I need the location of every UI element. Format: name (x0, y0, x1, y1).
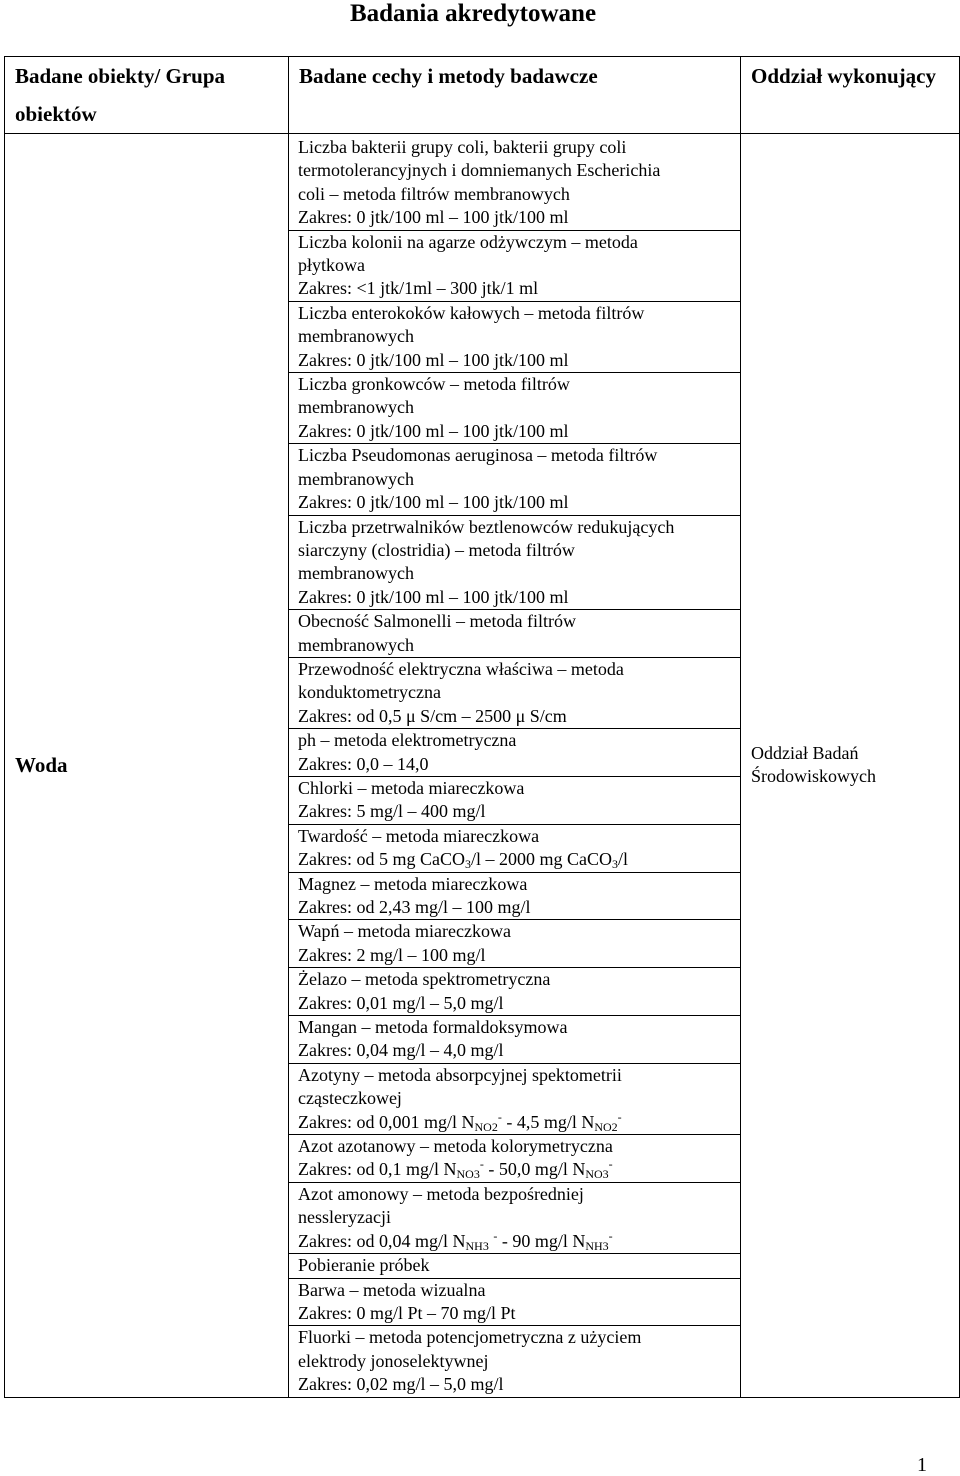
method-line: Zakres: 5 mg/l – 400 mg/l (298, 801, 486, 822)
method-line: Zakres: 0,04 mg/l – 4,0 mg/l (298, 1040, 504, 1061)
method-line: membranowych (298, 468, 414, 489)
accredited-tests-table (4, 56, 960, 1398)
method-line: Przewodność elektryczna właściwa – metoda (298, 658, 624, 679)
method-row (289, 729, 740, 777)
method-line: Liczba bakterii grupy coli, bakterii grupy coli (298, 137, 627, 157)
method-cell (289, 444, 740, 515)
method-line: Liczba Pseudomonas aeruginosa – metoda filtrów (298, 445, 658, 466)
method-cell (289, 776, 740, 824)
method-line: membranowych (298, 563, 414, 584)
method-line: Magnez – metoda miareczkowa (298, 873, 528, 894)
method-range-line: Zakres: od 0,001 mg/l $N_{NO2}^- - 4,5$ mg/l $N_{NO2}^-$ (298, 1109, 622, 1134)
method-line: Azot azotanowy – metoda kolorymetryczna (298, 1136, 613, 1157)
method-cell (289, 968, 740, 1016)
method-range-line: Zakres: od 0,1 mg/l $N_{NO3}^- - 50,0$ mg/l $N_{NO3}^-$ (298, 1157, 613, 1182)
method-cell (289, 1063, 740, 1134)
method-line: Azot amonowy – metoda bezpośredniej (298, 1183, 584, 1204)
method-line: Liczba enterokoków kałowych – metoda filtrów (298, 302, 645, 323)
method-row (289, 920, 740, 968)
method-line: Obecność Salmonelli – metoda filtrów (298, 611, 576, 632)
method-line: Zakres: 0 jtk/100 ml – 100 jtk/100 ml (298, 207, 569, 228)
page-number: 1 (917, 1454, 927, 1476)
method-cell (289, 1135, 740, 1183)
method-line: termotolerancyjnych i domniemanych Escherichia (298, 160, 661, 181)
method-line: Mangan – metoda formaldoksymowa (298, 1017, 568, 1038)
method-cell (289, 301, 740, 372)
method-row (289, 134, 740, 230)
method-row (289, 1135, 740, 1183)
header-objects: Badane obiekty/ Grupa obiektów (5, 57, 289, 134)
unit-cell: Oddział Badań Środowiskowych (741, 134, 960, 1398)
method-line: konduktometryczna (298, 682, 441, 703)
method-cell (289, 1016, 740, 1064)
method-line: Zakres: <1 jtk/1ml – 300 jtk/1 ml (298, 278, 539, 299)
method-row (289, 230, 740, 301)
methods-cell (289, 134, 741, 1398)
method-line: Barwa – metoda wizualna (298, 1279, 486, 1300)
method-line: Pobieranie próbek (298, 1255, 430, 1276)
method-row (289, 444, 740, 515)
method-row (289, 657, 740, 728)
method-line: cząsteczkowej (298, 1088, 402, 1109)
body-row (5, 134, 960, 1398)
method-line: membranowych (298, 326, 414, 347)
method-line: Zakres: 0 jtk/100 ml – 100 jtk/100 ml (298, 492, 569, 513)
method-cell (289, 1326, 740, 1397)
page-title: Badania akredytowane (349, 0, 597, 27)
method-line: Liczba gronkowców – metoda filtrów (298, 374, 570, 395)
method-line: nessleryzacji (298, 1207, 391, 1228)
method-cell (289, 872, 740, 920)
method-row (289, 1326, 740, 1397)
method-row (289, 872, 740, 920)
method-line: membranowych (298, 397, 414, 418)
method-row (289, 1063, 740, 1134)
method-cell (289, 373, 740, 444)
method-line: Żelazo – metoda spektrometryczna (298, 969, 551, 990)
method-line: Wapń – metoda miareczkowa (298, 921, 511, 942)
method-cell (289, 515, 740, 610)
method-line: Zakres: 0,0 – 14,0 (298, 753, 429, 774)
method-row (289, 1016, 740, 1064)
method-cell (289, 1278, 740, 1326)
method-line: Liczba przetrwalników beztlenowców redukujących (298, 516, 675, 537)
method-cell (289, 729, 740, 777)
method-line: Zakres: 0 jtk/100 ml – 100 jtk/100 ml (298, 420, 569, 441)
method-line: elektrody jonoselektywnej (298, 1350, 489, 1371)
object-cell: Woda (5, 134, 289, 1398)
method-line: Zakres: 2 mg/l – 100 mg/l (298, 944, 486, 965)
method-row (289, 610, 740, 658)
method-row (289, 373, 740, 444)
method-row (289, 776, 740, 824)
method-cell (289, 657, 740, 728)
method-line: Zakres: 0,01 mg/l – 5,0 mg/l (298, 992, 504, 1013)
method-cell (289, 230, 740, 301)
method-line: Zakres: 0 jtk/100 ml – 100 jtk/100 ml (298, 586, 569, 607)
method-cell (289, 610, 740, 658)
method-line: Chlorki – metoda miareczkowa (298, 777, 525, 798)
method-row (289, 968, 740, 1016)
method-line: Zakres: 0 jtk/100 ml – 100 jtk/100 ml (298, 349, 569, 370)
method-row (289, 824, 740, 872)
method-cell (289, 1254, 740, 1278)
method-line: Azotyny – metoda absorpcyjnej spektometrii (298, 1064, 622, 1085)
method-line: membranowych (298, 634, 414, 655)
method-row (289, 1182, 740, 1253)
method-row (289, 1278, 740, 1326)
header-row (5, 57, 960, 134)
method-cell (289, 134, 740, 230)
method-line: Twardość – metoda miareczkowa (298, 825, 540, 846)
method-cell (289, 824, 740, 872)
header-methods: Badane cechy i metody badawcze (289, 57, 741, 134)
method-line: płytkowa (298, 255, 365, 276)
method-line: Zakres: 0 mg/l Pt – 70 mg/l Pt (298, 1302, 516, 1323)
method-line: Fluorki – metoda potencjometryczna z użyciem (298, 1327, 642, 1348)
method-line: Zakres: od 2,43 mg/l – 100 mg/l (298, 897, 531, 917)
method-line: Zakres: od 0,5 μ S/cm – 2500 μ S/cm (298, 705, 567, 726)
methods-list (289, 134, 740, 1397)
method-line: Liczba kolonii na agarze odżywczym – metoda (298, 231, 638, 252)
method-cell (289, 920, 740, 968)
method-line: siarczyny (clostridia) – metoda filtrów (298, 539, 575, 560)
method-line: Zakres: 0,02 mg/l – 5,0 mg/l (298, 1374, 504, 1395)
method-range-line: Zakres: od 5 mg CaCO$_3$/l – 2000 mg CaCO$_3$/l (298, 849, 629, 872)
method-row (289, 301, 740, 372)
method-line: ph – metoda elektrometryczna (298, 730, 517, 751)
method-row (289, 515, 740, 610)
method-range-line: Zakres: od 0,04 mg/l $N_{NH3}$ - - 90 mg/l $N_{NH3}^-$ (298, 1228, 613, 1253)
method-row (289, 1254, 740, 1278)
method-cell (289, 1182, 740, 1253)
method-line: coli – metoda filtrów membranowych (298, 183, 570, 204)
header-unit: Oddział wykonujący (741, 57, 960, 134)
